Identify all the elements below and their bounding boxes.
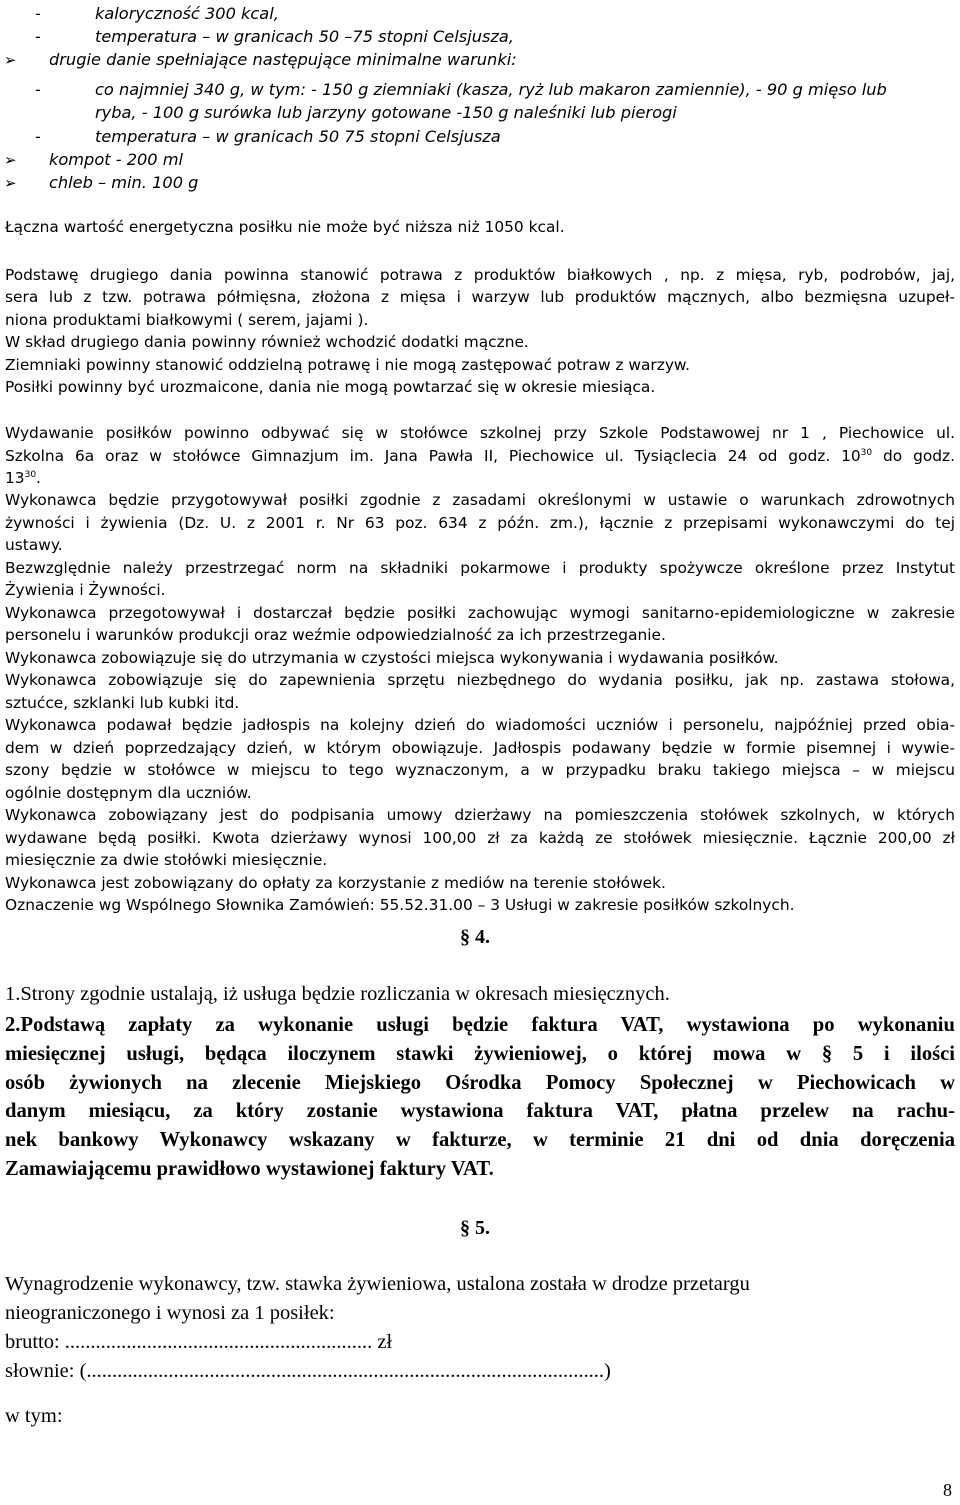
- list-item-compote: kompot - 200 ml: [49, 150, 184, 169]
- section-4-paragraph-2-line: 2.Podstawą zapłaty za wykonanie usługi będzie faktura VAT, wystawiona po wykonaniu: [5, 1014, 955, 1036]
- list-dash: -: [35, 127, 41, 146]
- text-line: W skład drugiego dania powinny również wchodzić dodatki mączne.: [5, 333, 529, 351]
- list-item-second-course: drugie danie spełniające następujące minimalne warunki:: [49, 50, 517, 69]
- superscript: 30: [860, 447, 873, 458]
- text-line: żywności i żywienia (Dz. U. z 2001 r. Nr 63 poz. 634 z późn. zm.), łącznie z przepisami wykonawczymi do tej: [5, 514, 955, 532]
- text-line: Wykonawca zobowiązuje się do zapewnienia sprzętu niezbędnego do wydania posiłku, jak np. zastawa stołowa,: [5, 671, 955, 689]
- page-number: 8: [943, 1480, 952, 1500]
- list-dash: -: [35, 27, 41, 46]
- text-segment: .: [36, 469, 41, 487]
- including-line: w tym:: [5, 1405, 63, 1427]
- text-line: ustawy.: [5, 536, 63, 554]
- energy-value-paragraph: Łączna wartość energetyczna posiłku nie może być niższa niż 1050 kcal.: [5, 218, 565, 236]
- text-line: miesięcznie za dwie stołówki miesięcznie.: [5, 851, 328, 869]
- section-4-paragraph-2-line: Zamawiającemu prawidłowo wystawionej faktury VAT.: [5, 1158, 494, 1180]
- list-item-bread: chleb – min. 100 g: [49, 173, 199, 192]
- text-line-with-time: [5, 445, 955, 468]
- list-item-portion-line2: ryba, - 100 g surówka lub jarzyny gotowane -150 g naleśniki lub pierogi: [95, 103, 677, 122]
- text-line: Podstawę drugiego dania powinna stanowić potrawa z produktów białkowych , np. z mięsa, ryb, podrobów, jaj,: [5, 266, 955, 284]
- arrow-bullet-icon: ➢: [4, 151, 17, 169]
- text-line: Wykonawca jest zobowiązany do opłaty za korzystanie z mediów na terenie stołówek.: [5, 874, 666, 892]
- text-line: Posiłki powinny być urozmaicone, dania nie mogą powtarzać się w okresie miesiąca.: [5, 378, 656, 396]
- text-line: Wykonawca podawał będzie jadłospis na kolejny dzień do wiadomości uczniów i personelu, najpóźniej przed obia-: [5, 716, 955, 734]
- text-segment: 13: [5, 469, 25, 487]
- text-line: Wykonawca zobowiązuje się do utrzymania w czystości miejsca wykonywania i wydawania posiłków.: [5, 649, 779, 667]
- text-line: Wykonawca będzie przygotowywał posiłki zgodnie z zasadami określonymi w ustawie o warunkach zdrowotnych: [5, 491, 955, 509]
- section-5-line: Wynagrodzenie wykonawcy, tzw. stawka żywieniowa, ustalona została w drodze przetargu: [5, 1273, 750, 1295]
- text-line: Oznaczenie wg Wspólnego Słownika Zamówień: 55.52.31.00 – 3 Usługi w zakresie posiłków szkolnych.: [5, 896, 795, 914]
- text-segment: do godz.: [872, 447, 955, 465]
- text-line: Wydawanie posiłków powinno odbywać się w stołówce szkolnej przy Szkole Podstawowej nr 1 , Piechowice ul.: [5, 424, 955, 442]
- list-item-temperature: temperatura – w granicach 50 –75 stopni Celsjusza,: [95, 27, 514, 46]
- text-line: ogólnie dostępnym dla uczniów.: [5, 784, 252, 802]
- section-4-paragraph-2-line: osób żywionych na zlecenie Miejskiego Ośrodka Pomocy Społecznej w Piechowicach w: [5, 1072, 955, 1094]
- price-in-words-line: słownie: (.....................................................................................................): [5, 1360, 611, 1382]
- list-dash: -: [35, 80, 41, 99]
- list-item-temperature-2: temperatura – w granicach 50 75 stopni Celsjusza: [95, 127, 501, 146]
- text-line: Wykonawca zobowiązany jest do podpisania umowy dzierżawy na pomieszczenia stołówek szkolnych, w których: [5, 806, 955, 824]
- text-line: personelu i warunków produkcji oraz weźmie odpowiedzialność za ich przestrzeganie.: [5, 626, 666, 644]
- superscript: 30: [24, 469, 37, 480]
- arrow-bullet-icon: ➢: [4, 174, 17, 192]
- list-item-portion-line1: co najmniej 340 g, w tym: - 150 g ziemniaki (kasza, ryż lub makaron zamiennie), - 90 g mięso lub: [95, 80, 887, 99]
- text-line: sztućce, szklanki lub kubki itd.: [5, 694, 240, 712]
- text-line: dem w dzień poprzedzający dzień, w którym obowiązuje. Jadłospis podawany będzie w formie pisemnej i wywie-: [5, 739, 955, 757]
- text-line: Wykonawca przegotowywał i dostarczał będzie posiłki zachowując wymogi sanitarno-epidemiologiczne w zakresie: [5, 604, 955, 622]
- text-line: wydawane będą posiłki. Kwota dzierżawy wynosi 100,00 zł za każdą ze stołówek miesięcznie. Łącznie 200,00 zł: [5, 829, 955, 847]
- text-line: Żywienia i Żywności.: [5, 581, 166, 599]
- text-line: Bezwzględnie należy przestrzegać norm na składniki pokarmowe i produkty spożywcze określone przez Instytut: [5, 559, 955, 577]
- section-4-heading: § 4.: [460, 926, 490, 948]
- text-line-with-time: [5, 467, 41, 490]
- text-line: szony będzie w stołówce w miejscu to tego wyznaczonym, a w przypadku braku takiego miejsca – w miejscu: [5, 761, 955, 779]
- section-4-paragraph-2-line: nek bankowy Wykonawcy wskazany w fakturze, w terminie 21 dni od dnia doręczenia: [5, 1129, 955, 1151]
- section-4-paragraph-1: 1.Strony zgodnie ustalają, iż usługa będzie rozliczania w okresach miesięcznych.: [5, 983, 670, 1005]
- text-line: Ziemniaki powinny stanowić oddzielną potrawę i nie mogą zastępować potraw z warzyw.: [5, 356, 690, 374]
- text-line: niona produktami białkowymi ( serem, jajami ).: [5, 311, 369, 329]
- arrow-bullet-icon: ➢: [4, 51, 17, 69]
- gross-price-line: brutto: ............................................................ zł: [5, 1331, 393, 1353]
- section-5-heading: § 5.: [460, 1217, 490, 1239]
- list-dash: -: [35, 4, 41, 23]
- text-line: sera lub z tzw. potrawa półmięsna, złożona z mięsa i warzyw lub produktów mącznych, albo bezmięsna uzupeł-: [5, 288, 955, 306]
- section-4-paragraph-2-line: danym miesiącu, za który zostanie wystawiona faktura VAT, płatna przelew na rachu-: [5, 1100, 955, 1122]
- section-4-paragraph-2-line: miesięcznej usługi, będąca iloczynem stawki żywieniowej, o której mowa w § 5 i ilości: [5, 1043, 955, 1065]
- list-item-calories: kaloryczność 300 kcal,: [95, 4, 279, 23]
- section-5-line: nieograniczonego i wynosi za 1 posiłek:: [5, 1302, 335, 1324]
- text-segment: Szkolna 6a oraz w stołówce Gimnazjum im. Jana Pawła II, Piechowice ul. Tysiąclecia 24 od godz. 10: [5, 447, 861, 465]
